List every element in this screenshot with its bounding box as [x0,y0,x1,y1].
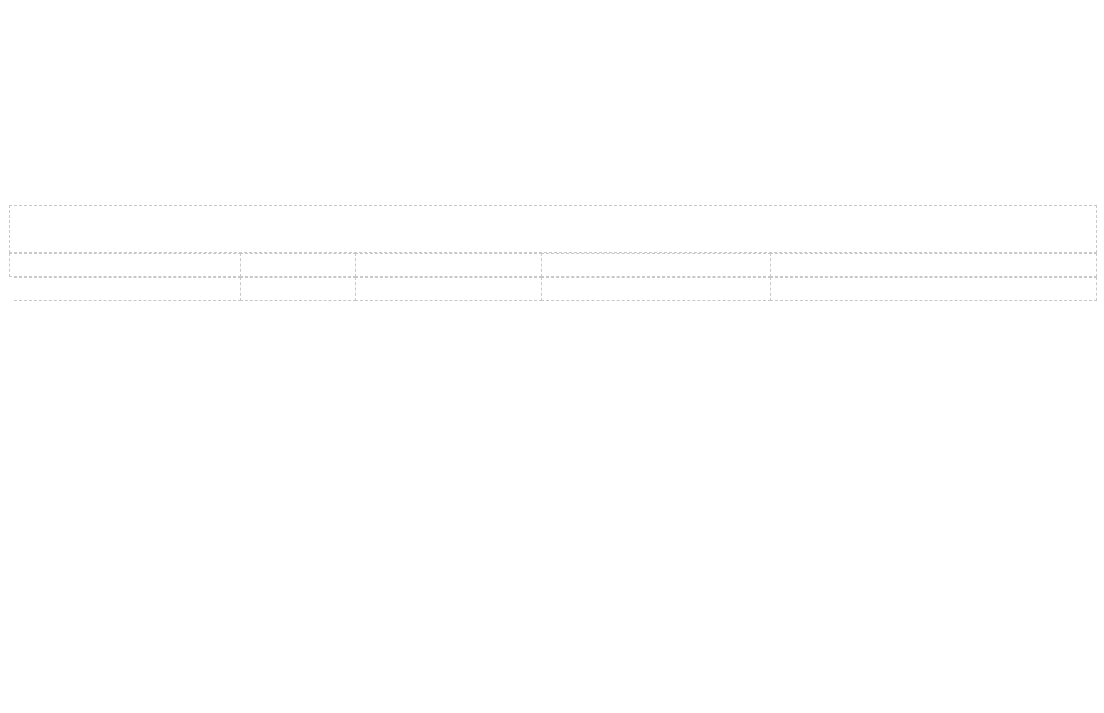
grid-cell [355,277,542,301]
grid-cell [355,253,542,277]
unit-label [1000,277,1097,301]
grid-cell [9,253,241,277]
grid-cell [541,253,771,277]
department-label [9,277,13,301]
table-code [1000,253,1097,277]
grid-cell [240,277,356,301]
grid-cell [9,277,241,301]
page-title [9,205,1097,253]
grid-cell [541,277,771,301]
grid-cell [240,253,356,277]
